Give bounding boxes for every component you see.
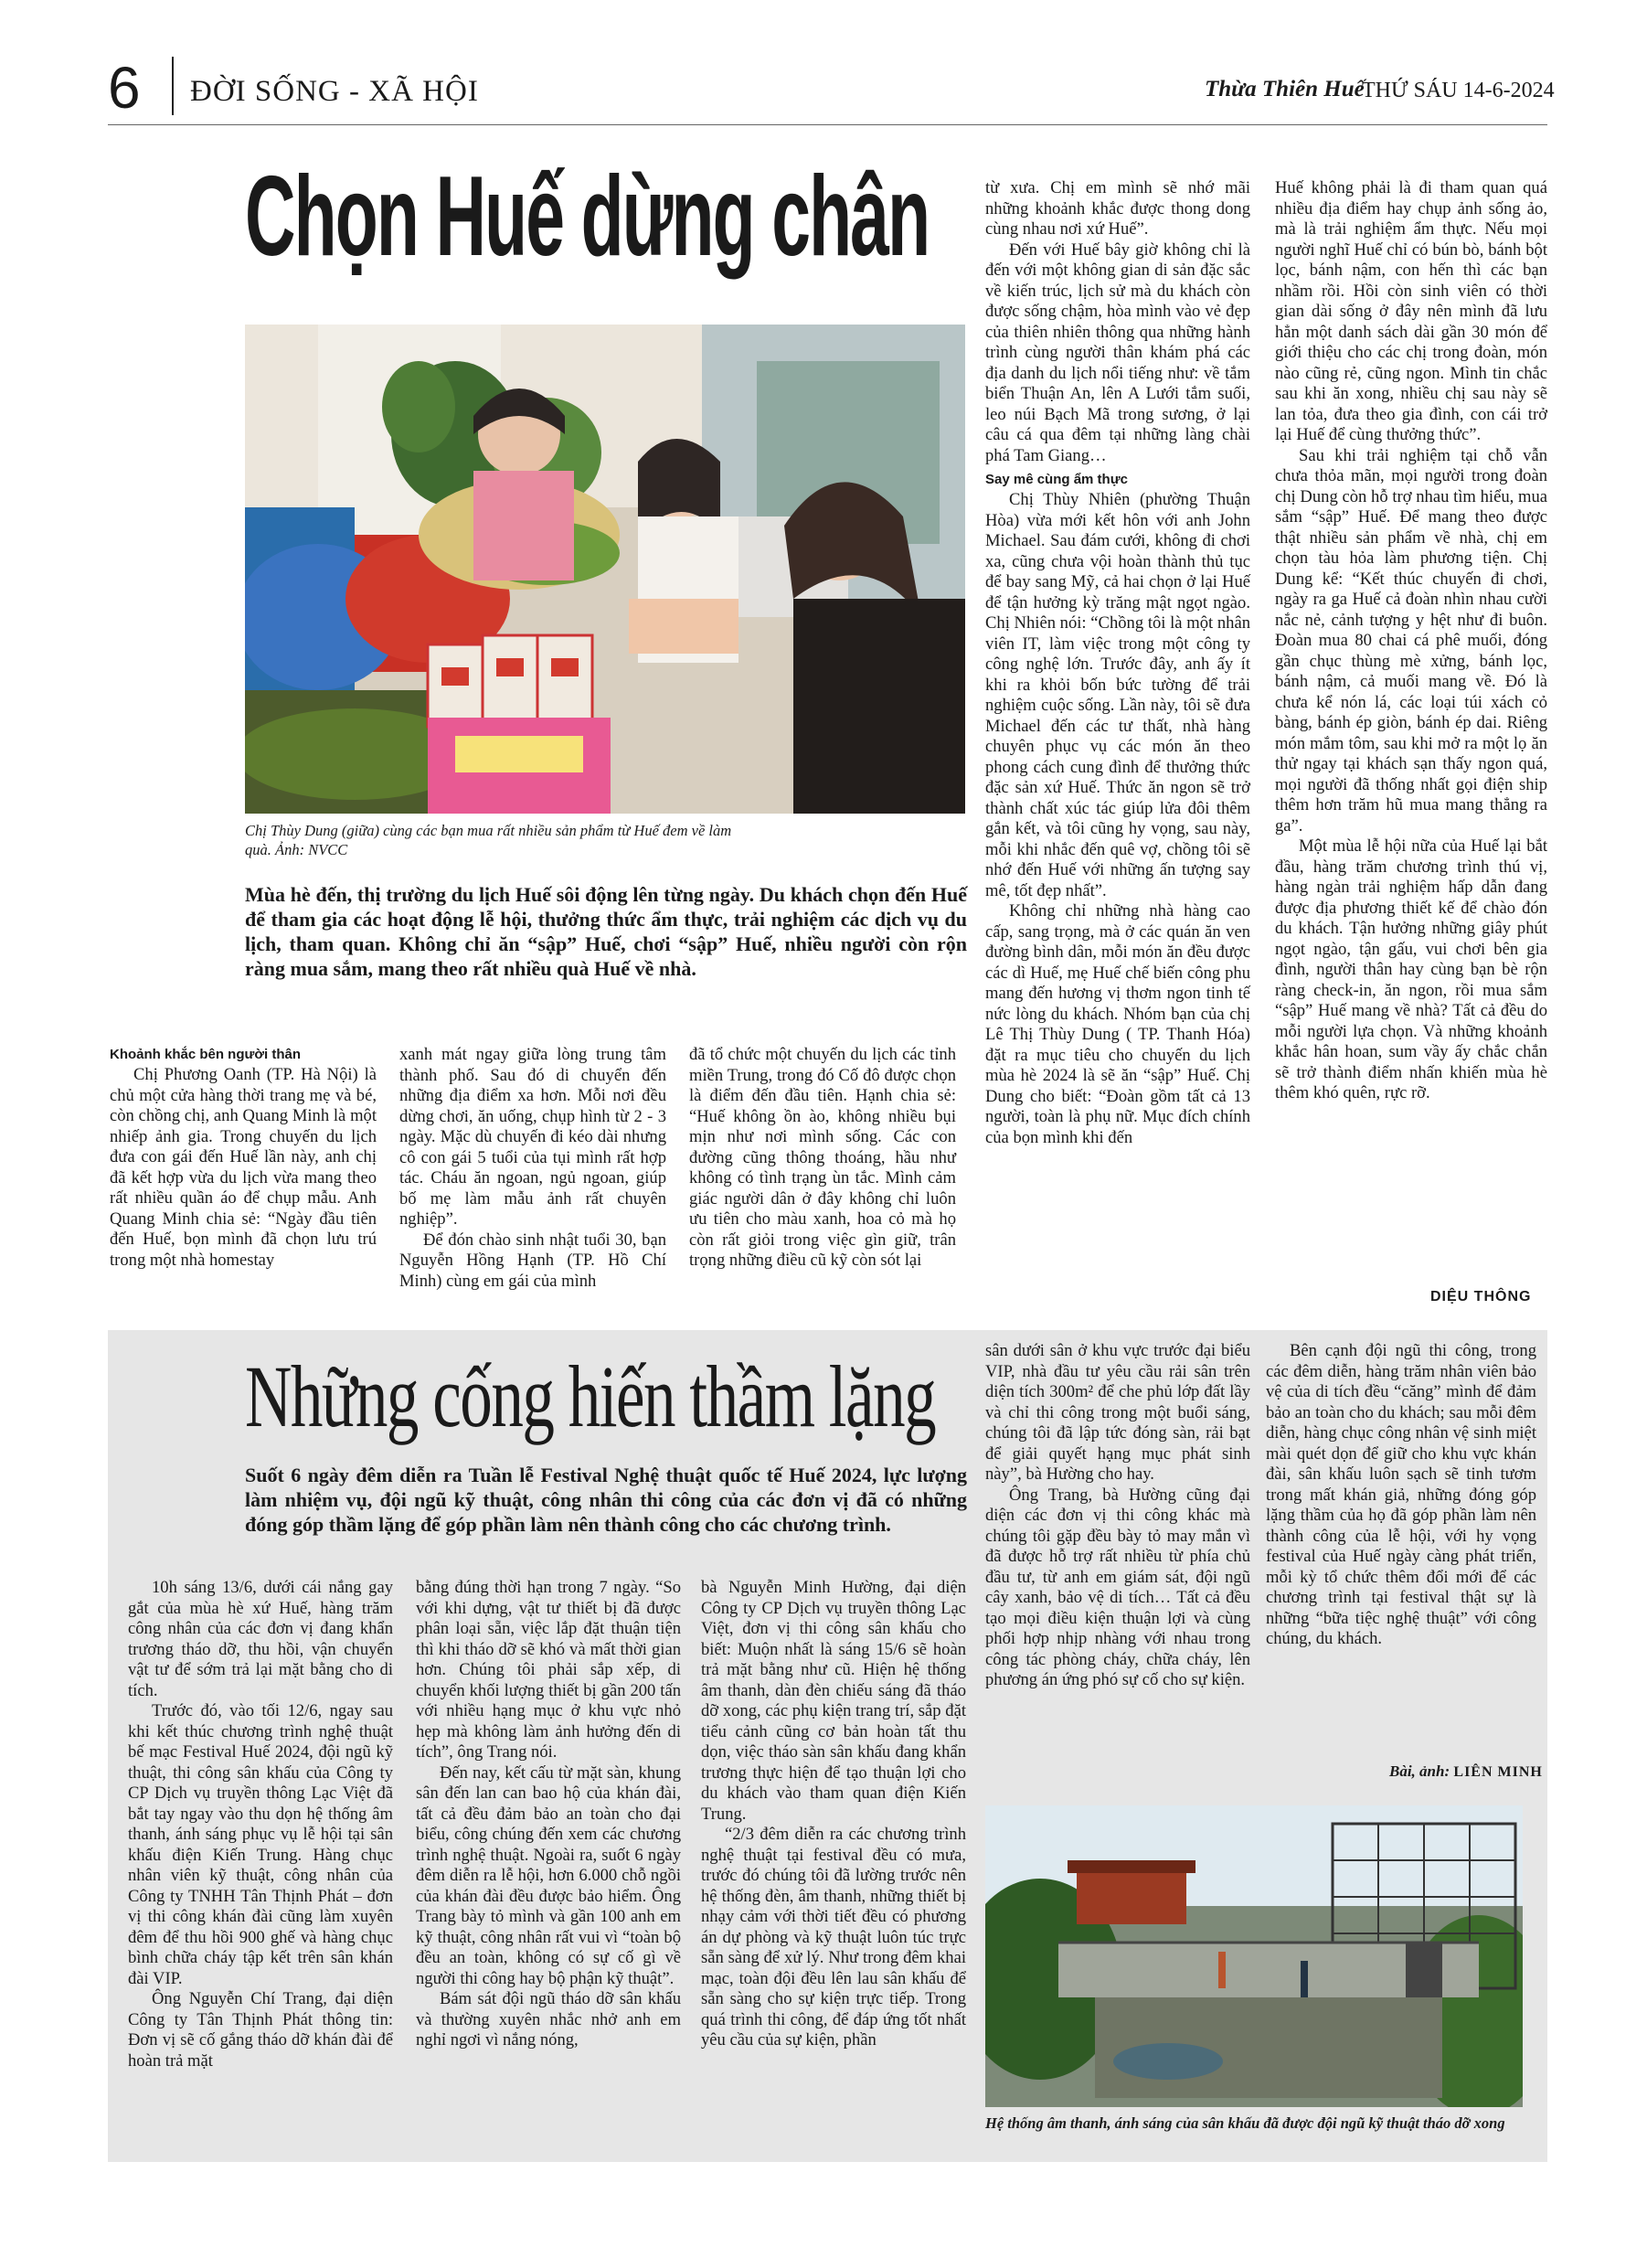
article2-column-1: [128, 1578, 393, 2071]
article2-byline: [1389, 1762, 1543, 1781]
paragraph: Đến với Huế bây giờ không chỉ là đến với một không gian di sản đặc sắc về kiến trúc, lịch sử mà du khách còn được sống chậm, hòa mình vào vẻ đẹp của thiên nhiên thông qua những hành trình cùng người thân khám phá các địa danh du lịch nổi tiếng như: về tắm biển Thuận An, lên A Lưới tắm suối, leo núi Bạch Mã trong sương, ở lại câu cá qua đêm tại những làng chài phá Tam Giang…: [985, 240, 1250, 465]
article1-column-3: [689, 1045, 956, 1272]
paragraph: Không chỉ những nhà hàng cao cấp, sang trọng, mà ở các quán ăn ven đường bình dân, mỗi món ăn đều được các dì Huế, mẹ Huế chế biến công phu mang đến hương vị thơm ngon tinh tế nức lòng du khách. Nhóm bạn của chị Lê Thị Thùy Dung ( TP. Thanh Hóa) đặt ra mục tiêu cho chuyến du lịch mùa hè 2024 là sẽ ăn “sập” Huế. Chị Dung cho biết: “Đoàn gồm tất cả 13 người, toàn là phụ nữ. Mục đích chính của bọn mình khi đến: [985, 901, 1250, 1147]
article-photo: [245, 325, 965, 814]
paragraph: Huế không phải là đi tham quan quá nhiều địa điểm hay chụp ảnh sống ảo, mà là trải nghiệm ẩm thực. Nếu mọi người nghĩ Huế chỉ có bún bò, bánh bột lọc, bánh nậm, con hến thì các bạn nhầm rồi. Hồi còn sinh viên có thời gian dài sống ở đây nên mình đã lưu hẳn một danh sách dài gần 30 món để giới thiệu cho các chị trong đoàn, món nào cũng rẻ, cũng ngon. Mình tin chắc sau khi ăn xong, nhiều chị sau này sẽ lan tỏa, đưa theo gia đình, con cái trở lại Huế để cùng thưởng thức”.: [1275, 178, 1547, 444]
subheading: Khoảnh khắc bên người thân: [110, 1047, 302, 1062]
article1-column-5: [1275, 178, 1547, 1104]
article2-title: Những cống hiến thầm lặng: [245, 1347, 936, 1445]
article1-column-1: [110, 1045, 377, 1271]
article2-photo: [985, 1805, 1523, 2107]
paragraph: Để đón chào sinh nhật tuổi 30, bạn Nguyễn Hồng Hạnh (TP. Hồ Chí Minh) cùng em gái của mình: [399, 1230, 666, 1291]
section-title: ĐỜI SỐNG - XÃ HỘI: [190, 75, 479, 108]
paragraph: từ xưa. Chị em mình sẽ nhớ mãi những khoảnh khắc được thong dong cùng nhau nơi xứ Huế”.: [985, 178, 1250, 239]
article-title: Chọn Huế dừng chân: [245, 154, 930, 280]
subheading: Say mê cùng ẩm thực: [985, 472, 1128, 487]
article2-column-5: [1266, 1341, 1536, 1650]
issue-date: THỨ SÁU 14-6-2024: [1362, 79, 1555, 102]
header-divider: [172, 57, 174, 115]
header-rule: [108, 124, 1547, 125]
paragraph: Chị Thùy Nhiên (phường Thuận Hòa) vừa mới kết hôn với anh John Michael. Sau đám cưới, không đi chơi xa, cũng chưa vội hoàn thành thủ tục để bay sang Mỹ, cả hai chọn ở lại Huế để tận hưởng kỳ trăng mật ngọt ngào. Chị Nhiên nói: “Chồng tôi là một nhân viên IT, làm việc trong một công ty công nghệ lớn. Trước đây, anh ấy ít khi ra khỏi bốn bức tường để trải nghiệm cuộc sống. Lần này, tôi sẽ đưa Michael đến các tư thất, nhà hàng chuyên phục vụ các món ăn theo phong cách cung đình để thưởng thức đặc sản xứ Huế. Thức ăn ngon sẽ trở thành chất xúc tác giúp lửa đôi thêm gắn kết, và tôi cũng hy vọng, sau này, mỗi khi nhắc đến quê vợ, chồng tôi sẽ nhớ đến Huế với những ấn tượng say mê, tốt đẹp nhất”.: [985, 490, 1250, 900]
paragraph: bà Nguyễn Minh Hường, đại diện Công ty CP Dịch vụ truyền thông Lạc Việt, đơn vị thi công sân khấu cho biết: Muộn nhất là sáng 15/6 sẽ hoàn trả mặt bằng như cũ. Hiện hệ thống âm thanh, dàn đèn chiếu sáng đã tháo dỡ xong, các phụ kiện trang trí, sắp đặt tiểu cảnh cũng cơ bản hoàn tất thu dọn, việc tháo sàn sân khấu đang khẩn trương thực hiện để tạo thuận lợi cho du khách vào tham quan điện Kiến Trung.: [701, 1578, 966, 1824]
paragraph: sân dưới sân ở khu vực trước đại biểu VIP, nhà đầu tư yêu cầu rải sân trên diện tích 300m² để che phủ lớp đất lầy và chỉ thi công trong một buổi sáng, chúng tôi đã lập tức đóng sàn, rải bạt để giải quyết hạng mục phát sinh này”, bà Hường cho hay.: [985, 1341, 1250, 1484]
article2-column-4: [985, 1341, 1250, 1691]
paragraph: Một mùa lễ hội nữa của Huế lại bắt đầu, hàng trăm chương trình thú vị, hàng ngàn trải nghiệm hấp dẫn đang được địa phương thiết kế để chào đón du khách. Tận hưởng những giây phút ngọt ngào, tận gấu, vui chơi bên gia đình, người thân hay cùng bạn bè rộn ràng check-in, ăn ngon, rồi mua sắm “sập” Huế mang về nhà? Tất cả đều do mỗi người lựa chọn. Và những khoảnh khắc hân hoan, sum vầy ấy chắc chắn sẽ trở thành điểm nhấn khiến mùa hè thêm khó quên, rực rỡ.: [1275, 836, 1547, 1102]
article1-column-4: [985, 178, 1250, 1148]
paragraph: Sau khi trải nghiệm tại chỗ vẫn chưa thỏa mãn, mọi người trong đoàn chị Dung còn hỗ trợ nhau tìm hiểu, mua sắm “sập” Huế. Để mang theo được thật nhiều sản phẩm về nhà, chị em chọn tàu hỏa làm phương tiện. Chị Dung kể: “Kết thúc chuyến đi chơi, ngày ra ga Huế cả đoàn nhìn nhau cười nắc nẻ, cảnh tượng y hệt như đi buôn. Đoàn mua 80 chai cá phê muối, đóng gần chục thùng mè xửng, bánh lọc, bánh nậm, cả muối mang về. Đó là chưa kể nón lá, các loại túi xách cỏ bàng, bánh ép giòn, bánh ép dai. Riêng món mắm tôm, sau khi mở ra một lọ ăn thử ngay tại khách sạn thấy ngon quá, mọi người đã thống nhất gọi điện ship thêm hơn trăm hũ mua mang thẳng ra ga”.: [1275, 445, 1547, 836]
byline-label: Bài, ảnh:: [1389, 1762, 1450, 1780]
article-lead: Mùa hè đến, thị trường du lịch Huế sôi động lên từng ngày. Du khách chọn đến Huế để tham gia các hoạt động lễ hội, thưởng thức ẩm thực, trải nghiệm các dịch vụ du lịch, tham quan. Không chỉ ăn “sập” Huế, chơi “sập” Huế, nhiều người còn rộn ràng mua sắm, mang theo rất nhiều quà Huế về nhà.: [245, 883, 967, 980]
paragraph: Trước đó, vào tối 12/6, ngay sau khi kết thúc chương trình nghệ thuật bế mạc Festival Huế 2024, đội ngũ kỹ thuật, thi công sân khấu của Công ty CP Dịch vụ truyền thông Lạc Việt đã bắt tay ngay vào thu dọn hệ thống âm thanh, ánh sáng phục vụ lễ hội tại sân khấu điện Kiến Trung. Hàng chục nhân viên kỹ thuật, công nhân của Công ty TNHH Tân Thịnh Phát – đơn vị thi công khán đài cũng làm xuyên đêm để thu hồi 900 ghế và hàng chục bình chữa cháy tập kết trên sân khán đài VIP.: [128, 1701, 393, 1988]
paragraph: Đến nay, kết cấu từ mặt sàn, khung sân đến lan can bao hộ của khán đài, tất cả đều đảm bảo an toàn cho đại biểu, công chúng đến xem các chương trình nghệ thuật. Ngoài ra, suốt 6 ngày đêm diễn ra lễ hội, hơn 6.000 chỗ ngồi của khán đài đều được bảo hiểm. Ông Trang bày tỏ mình và gần 100 anh em kỹ thuật, công nhân rất vui vì “toàn bộ đều an toàn, không có sự cố gì về người thi công hay bộ phận kỹ thuật”.: [416, 1762, 681, 1988]
article2-column-2: [416, 1578, 681, 2051]
paragraph: Chị Phương Oanh (TP. Hà Nội) là chủ một cửa hàng thời trang mẹ và bé, còn chồng chị, anh Quang Minh là một nhiếp ảnh gia. Trong chuyến du lịch đưa con gái đến Huế lần này, anh chị đã kết hợp vừa du lịch vừa mang theo rất nhiều quần áo để chụp mẫu. Anh Quang Minh chia sẻ: “Ngày đầu tiên đến Huế, bọn mình đã chọn lưu trú trong một nhà homestay: [110, 1065, 377, 1270]
paragraph: Bám sát đội ngũ tháo dỡ sân khấu và thường xuyên nhắc nhở anh em nghỉ ngơi vì nắng nóng,: [416, 1989, 681, 2050]
article2-lead: Suốt 6 ngày đêm diễn ra Tuần lễ Festival Nghệ thuật quốc tế Huế 2024, lực lượng làm nhiệm vụ, đội ngũ kỹ thuật, công nhân thi công của các đơn vị đã có những đóng góp thầm lặng để góp phần làm nên thành công cho các chương trình.: [245, 1464, 967, 1536]
paragraph: đã tổ chức một chuyến du lịch các tỉnh miền Trung, trong đó Cố đô được chọn là điểm đến đầu tiên. Hạnh chia sẻ: “Huế không ồn ào, không nhiều bụi mịn như nơi mình sống. Các con đường cũng thông thoáng, hầu như không có tình trạng ùn tắc. Mình cảm giác người dân ở đây không chỉ luôn ưu tiên cho màu xanh, hoa cỏ mà họ còn rất giỏi trong việc gìn giữ, trân trọng những điều cũ kỹ còn sót lại: [689, 1045, 956, 1270]
article1-column-2: [399, 1045, 666, 1292]
paragraph: 10h sáng 13/6, dưới cái nắng gay gắt của mùa hè xứ Huế, hàng trăm công nhân của các đơn vị đang khẩn trương tháo dỡ, thu hồi, vận chuyển vật tư để sớm trả lại mặt bằng cho di tích.: [128, 1578, 393, 1700]
newspaper-name: Thừa Thiên Huế: [1205, 77, 1365, 101]
paragraph: Ông Nguyễn Chí Trang, đại diện Công ty Tân Thịnh Phát thông tin: Đơn vị sẽ cố gắng tháo dỡ khán đài để hoàn trả mặt: [128, 1989, 393, 2071]
article2-column-3: [701, 1578, 966, 2051]
article1-byline: DIỆU THÔNG: [1430, 1289, 1532, 1304]
paragraph: “2/3 đêm diễn ra các chương trình nghệ thuật tại festival đều có mưa, trước đó chúng tôi đã lường trước nên hệ thống đèn, âm thanh, những thiết bị nhạy cảm với thời tiết đều có phương án dự phòng và kỹ thuật luôn túc trực sẵn sàng để xử lý. Như trong đêm khai mạc, toàn đội đều lên lau sân khấu để sẵn sàng cho sự kiện trực tiếp. Trong quá trình thi công, để đáp ứng tốt nhất yêu cầu của sự kiện, phần: [701, 1825, 966, 2050]
article2-photo-caption: Hệ thống âm thanh, ánh sáng của sân khấu đã được đội ngũ kỹ thuật tháo dỡ xong: [985, 2114, 1505, 2132]
paragraph: Bên cạnh đội ngũ thi công, trong các đêm diễn, hàng trăm nhân viên bảo vệ của di tích đều “căng” mình để đảm bảo an toàn cho du khách; sau mỗi đêm diễn, hàng chục công nhân vệ sinh miệt mài quét dọn để giữ cho khu vực khán đài, sân khấu luôn sạch sẽ tinh tươm trong mất khán giả, những đóng góp lặng thầm của họ đã góp phần làm nên thành công của lễ hội, với hy vọng festival của Huế ngày càng phát triển, mỗi kỳ tổ chức thêm đổi mới để các chương trình tại festival thật sự là những “bữa tiệc nghệ thuật” với công chúng, du khách.: [1266, 1341, 1536, 1648]
paragraph: Ông Trang, bà Hường cũng đại diện các đơn vị thi công khác mà chúng tôi gặp đều bày tỏ may mắn vì đã được hỗ trợ rất nhiều từ phía chủ đầu tư, từ anh em giám sát, đội ngũ cây xanh, bảo vệ di tích… Tất cả đều tạo mọi điều kiện thuận lợi và cùng phối hợp nhịp nhàng với nhau trong công tác phòng cháy, chữa cháy, lên phương án ứng phó sự cố cho sự kiện.: [985, 1485, 1250, 1689]
paragraph: xanh mát ngay giữa lòng trung tâm thành phố. Sau đó di chuyển đến những địa điểm xa hơn. Mỗi nơi đều dừng chơi, ăn uống, chụp hình từ 2 - 3 ngày. Mặc dù chuyến đi kéo dài nhưng cô con gái 5 tuổi của tụi mình rất hợp tác. Cháu ăn ngoan, ngủ ngoan, giúp bố mẹ làm mẫu ảnh rất chuyên nghiệp”.: [399, 1045, 666, 1229]
paragraph: bằng đúng thời hạn trong 7 ngày. “So với khi dựng, vật tư thiết bị đã được phân loại sẵn, việc lắp đặt thuận tiện thì khi tháo dỡ sẽ khó và mất thời gian hơn. Chúng tôi phải sắp xếp, di chuyển khối lượng thiết bị gần 200 tấn với nhiều hạng mục ở khu vực nhỏ hẹp mà không làm ảnh hưởng đến di tích”, ông Trang nói.: [416, 1578, 681, 1762]
byline-author: LIÊN MINH: [1453, 1764, 1543, 1780]
page-number: 6: [108, 55, 141, 121]
photo-caption: Chị Thùy Dung (giữa) cùng các bạn mua rất nhiều sản phẩm từ Huế đem về làm quà. Ảnh: NVCC: [245, 822, 732, 858]
